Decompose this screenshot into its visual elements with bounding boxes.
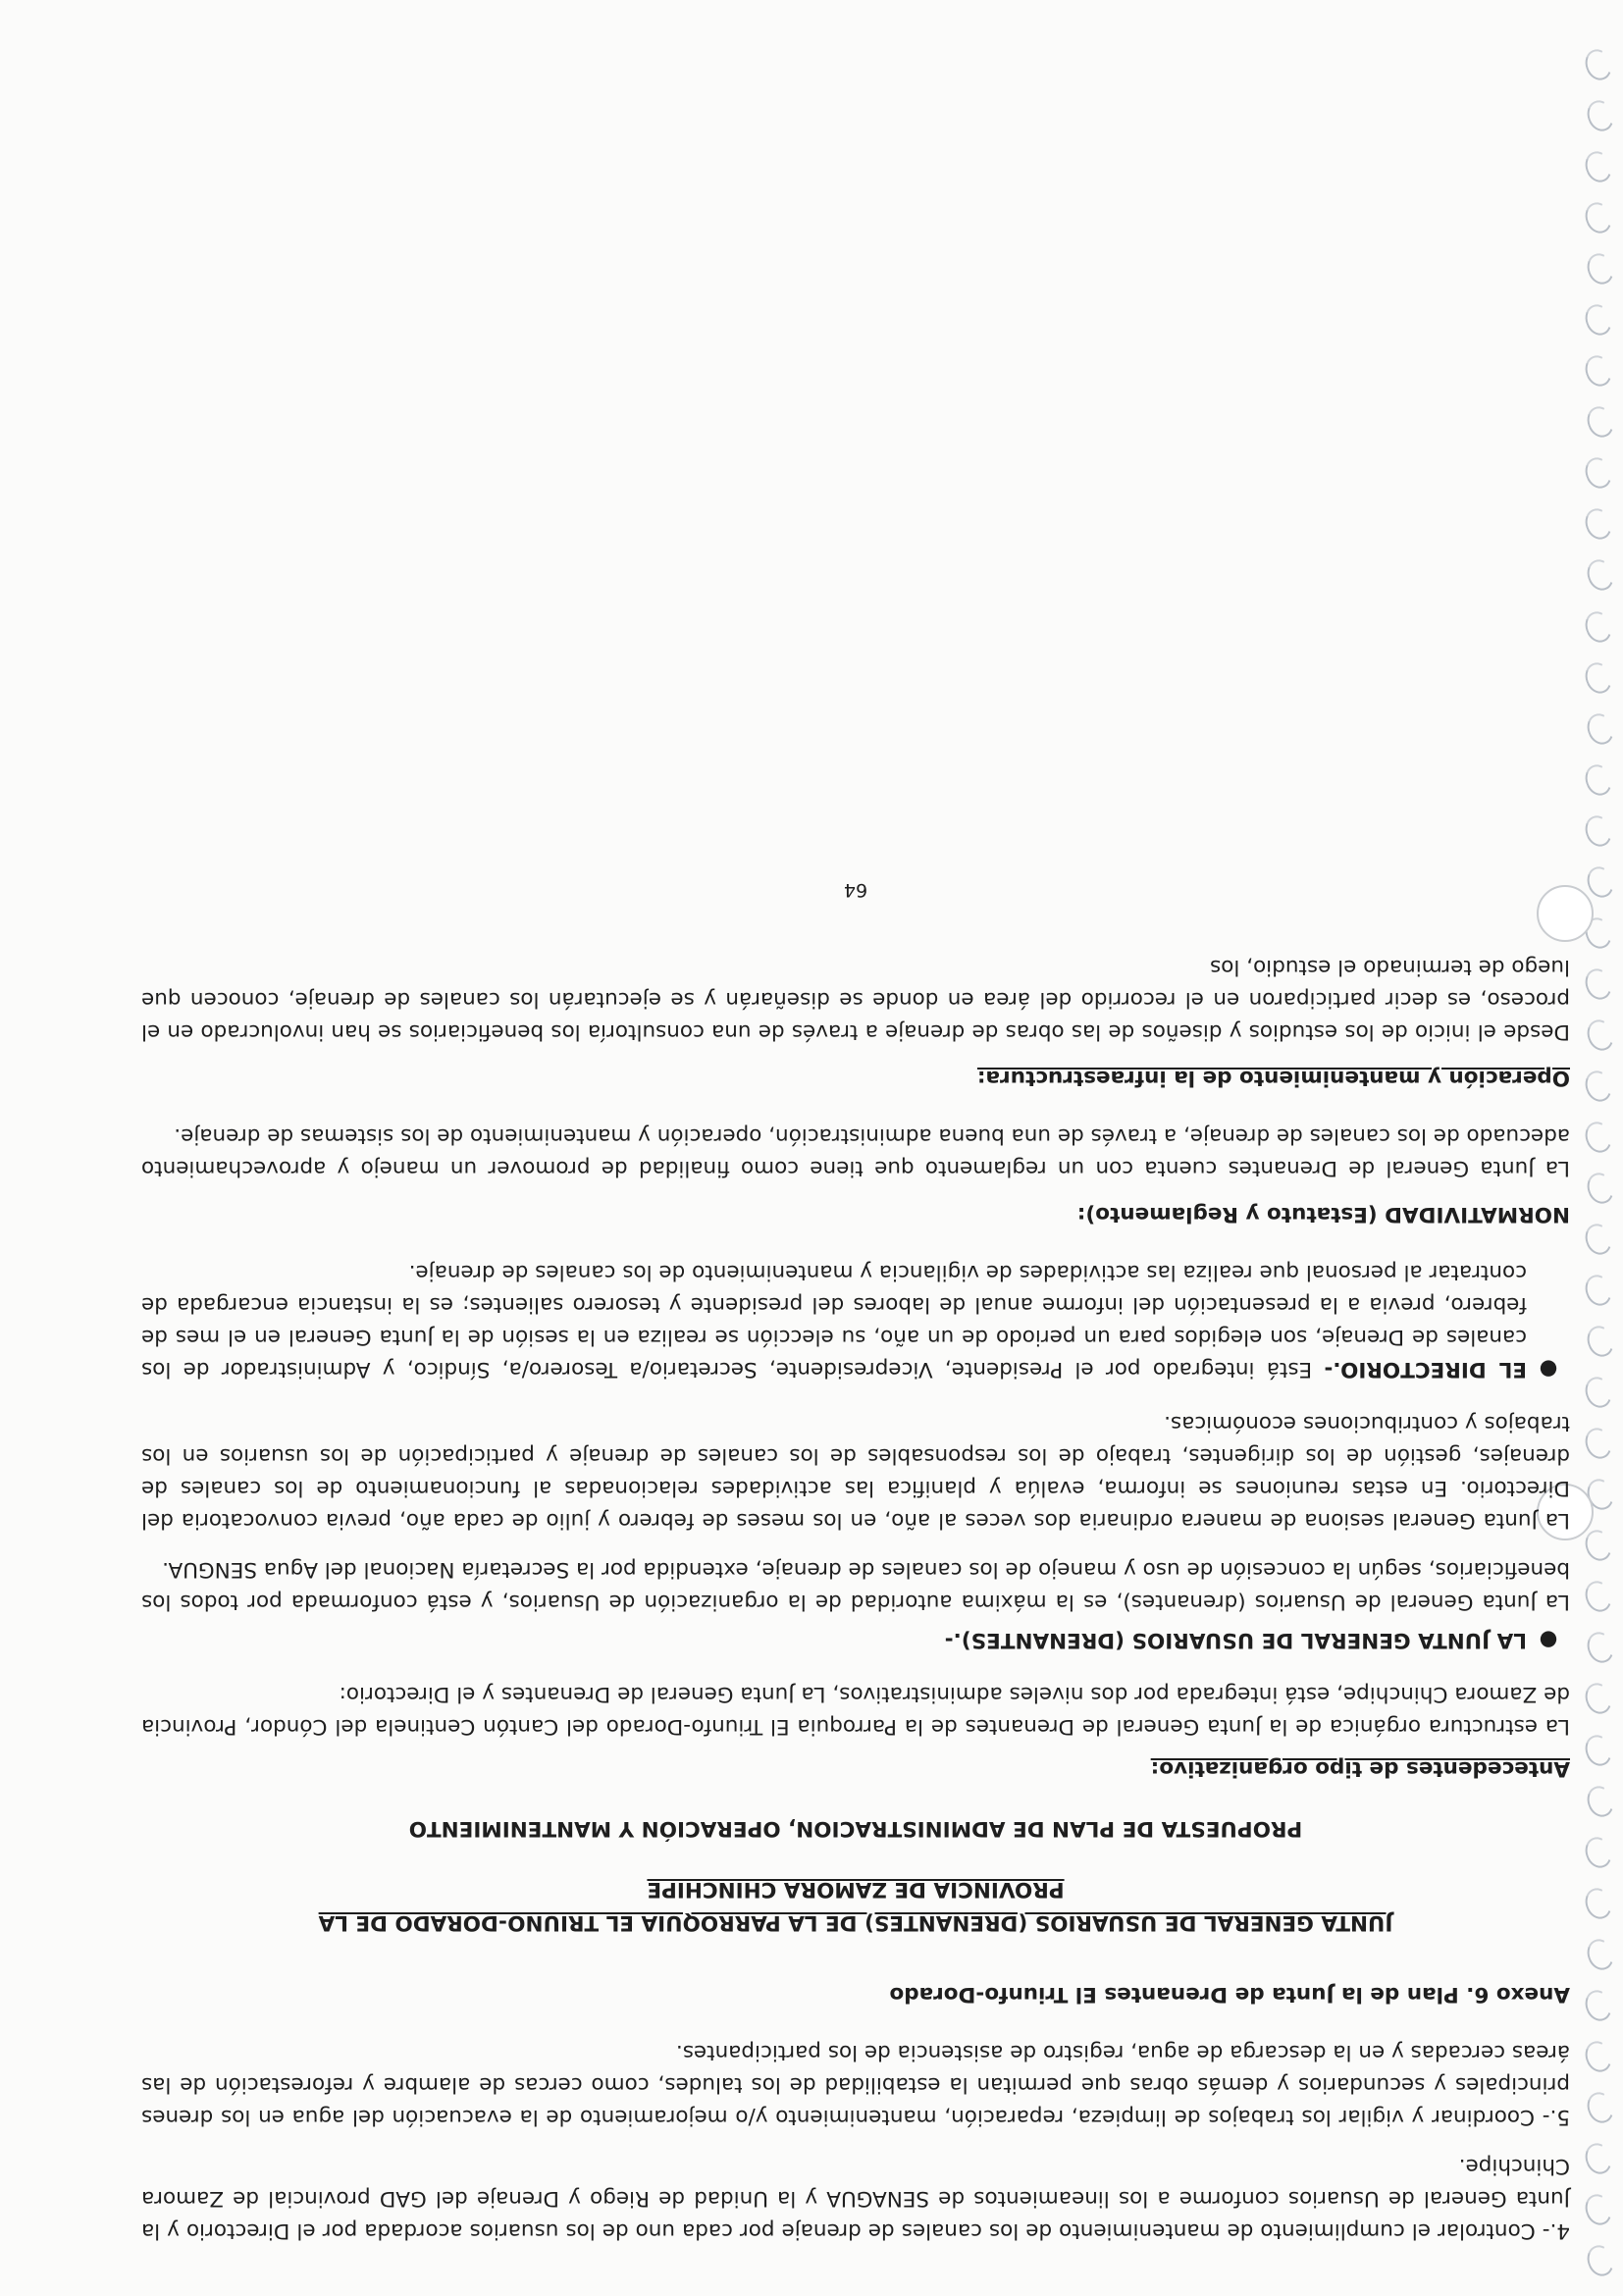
binding-ring [1581,812,1615,851]
bullet-icon: ● [1539,1357,1558,1382]
binding-ring [1583,710,1617,749]
document-title [141,1872,1570,1939]
binding-ring [1581,1987,1615,2025]
binding-ring [1583,1936,1617,1974]
binding-ring [1581,301,1615,339]
binding-ring [1583,556,1617,595]
bullet-body [141,1256,1527,1385]
antecedentes-heading: Antecedentes de tipo organizativo: [1150,1756,1570,1781]
binding-ring [1581,1732,1615,1770]
operacion-heading: Operación y mantenimiento de la infraestructura: [976,1066,1570,1090]
binding-ring [1581,1272,1615,1310]
binding-ring [1581,1068,1615,1106]
binding-ring [1583,1629,1617,1667]
binding-ring [1581,608,1615,647]
binding-ring [1581,148,1615,186]
binding-ring [1581,659,1615,698]
paragraph-5: 5.- Coordinar y vigilar los trabajos de limpieza, reparación, mantenimiento y/o mejoramiento de la evacuación del agua en los drenes principales y secundarios y demás obras que permitan la estabilidad de los taludes, como cercas de alambre y reforestación de las áreas cercadas y en la descarga de agua, registro de asistencia de los participantes. [141,2040,1570,2129]
junta-general-text-b: La Junta General sesiona de manera ordinaria dos veces al año, en los meses de febrero y julio de cada año, previa convocatoria del Directorio. En estas reuniones se informa, evalúa y planifica las actividades relacionadas al funcionamiento de los canales de drenajes, gestión de los dirigentes, trabajo de los responsables de los canales de drenaje y participación de los usuarios en los trabajos y contribuciones económicas. [141,1411,1570,1533]
binding-ring [1581,1374,1615,1412]
binding-ring [1581,352,1615,391]
junta-general-text-a: La Junta General de Usuarios (drenantes), es la máxima autoridad de la organización de Usuarios, y está conformada por todos los beneficiarios, según la concesión de uso y manejo de los canales de drenaje, extendida por la Secretaría Nacional del Agua SENGUA. [141,1557,1570,1614]
binding-ring [1581,965,1615,1004]
binding-ring [1581,1527,1615,1565]
binding-ring [1583,97,1617,135]
paragraph-4: 4.- Controlar el cumplimiento de mantenimiento de los canales de drenaje por cada uno de los usuarios acordada por el Directorio y la Junta General de Usuarios conforme a los lineamientos de SENAGUA y la Unidad de Riego y Drenaje del GAD provincial de Zamora Chinchipe. [141,2154,1570,2243]
page-content [141,873,1570,2247]
binding-ring [1581,1885,1615,1923]
binding-ring [1583,403,1617,442]
binding-ring [1581,761,1615,800]
bullet-junta-general [141,1624,1570,1656]
binding-ring [1583,1017,1617,1055]
bullet-directorio [141,1256,1570,1385]
binding-ring [1583,1170,1617,1208]
binding-ring [1583,250,1617,288]
binding-ring [1581,46,1615,84]
bullet-body [141,1624,1527,1656]
binding-ring [1583,863,1617,902]
binding-ring [1581,1425,1615,1463]
binding-ring [1581,1834,1615,1872]
binding-ring [1581,2140,1615,2178]
annex-title: Anexo 6. Plan de la Junta de Drenantes El Triunfo-Dorado [889,1982,1570,2007]
binding-ring [1581,1119,1615,1157]
binding-ring [1581,454,1615,493]
binding-ring [1581,2191,1615,2229]
bullet-icon: ● [1539,1628,1558,1652]
binding-ring [1581,1221,1615,1259]
binding-ring [1581,199,1615,237]
bullet-2-text: Está integrado por el Presidente, Vicepresidente, Secretario/a Tesorero/a, Síndico, y Administrador de los canales de Drenaje, son elegidos para un periodo de un año, su elección se realiza en la sesión de la Junta General en el mes de febrero, previa a la presentación del informe anual de labores del presidente y tesorero salientes; es la instancia encargada de contratar al personal que realiza las actividades de vigilancia y mantenimiento de los canales de drenaje. [141,1260,1527,1382]
page-number: 64 [843,879,868,901]
binding-ring [1583,1323,1617,1361]
normatividad-text: La Junta General de Drenantes cuenta con un reglamento que tiene como finalidad de promover un manejo y aprovechamiento adecuado de los canales de drenaje, a través de una buena administración, operación y mantenimiento de los sistemas de drenaje. [141,1123,1570,1180]
antecedentes-text: La estructura orgánica de la Junta General de Drenantes de la Parroquia El Triunfo-Dorado del Cantón Centinela del Cóndor, Provincia de Zamora Chinchipe, está integrada por dos niveles administrativos, La Junta General de Drenantes y el Directorio: [141,1682,1570,1739]
bullet-1-title: LA JUNTA GENERAL DE USUARIOS (DRENANTES).- [944,1628,1527,1652]
operacion-text: Desde el inicio de los estudios y diseños de las obras de drenaje a través de una consultoría los beneficiarios se han involucrado en el proceso, es decir participaron en el recorrido del área en donde se diseñarán y se ejecutarán los canales de drenaje, conocen que luego de terminado el estudio, los [141,955,1570,1044]
binding-ring [1583,2242,1617,2280]
title-line-1: JUNTA GENERAL DE USUARIOS (DRENANTES) DE LA PARROQUIA EL TRIUNO-DORADO DE LA [318,1910,1393,1935]
binding-ring [1581,505,1615,544]
binding-ring [1581,2038,1615,2076]
binding-ring [1581,1578,1615,1616]
title-line-2: PROVINCIA DE ZAMORA CHINCHIPE [647,1877,1065,1902]
binding-ring [1583,2089,1617,2127]
binding-ring [1583,1783,1617,1821]
normatividad-heading: NORMATIVIDAD (Estatuto y Reglamento): [1076,1202,1570,1226]
proposal-title: PROPUESTA DE PLAN DE ADMINISTRACION, OPERACIÓN Y MANTENIMIENTO [408,1816,1303,1841]
binding-ring [1581,1680,1615,1718]
bullet-2-title: EL DIRECTORIO.- [1324,1357,1527,1382]
